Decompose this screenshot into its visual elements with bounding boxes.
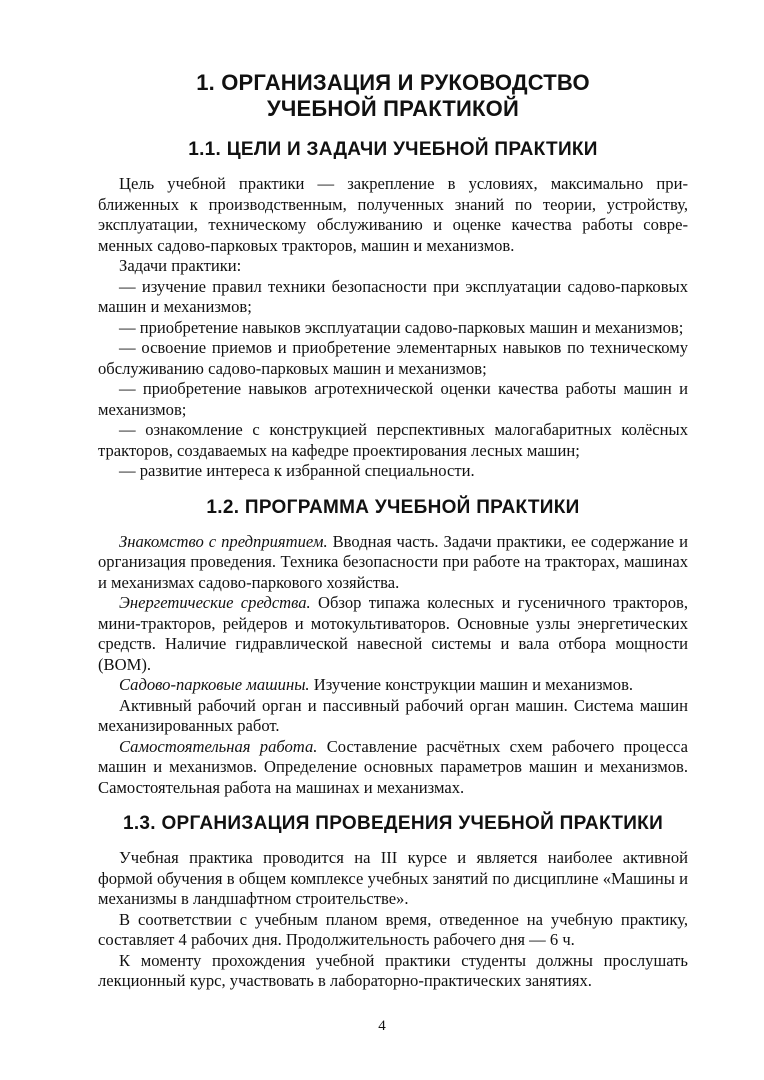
program-item-lead: Самостоятельная работа. [119, 736, 318, 756]
chapter-title-line-1: 1. ОРГАНИЗАЦИЯ И РУКОВОДСТВО [196, 70, 590, 95]
program-item-text: Обзор типажа колесных и гусеничного тракторов, мини-тракторов, рейдеров и мотокультиваторов. Основные узлы энергетических средств. Наличие гидравлической навесной системы и вала отбора мощности (ВОМ). [98, 593, 688, 674]
task-item: — изучение правил техники безопасности при эксплуатации садово-парковых машин и механизмов; [98, 276, 688, 316]
program-item-lead: Энергетические средства. [119, 593, 311, 612]
program-item-text: Активный рабочий орган и пассивный рабочий орган машин. Система машин механизированных работ. [98, 695, 688, 735]
section-3-paragraph: В соответствии с учебным планом время, отведенное на учебную практику, составляет 4 рабочих дня. Продолжительность рабочего дня — 6 ч. [98, 909, 688, 949]
program-item-text: Вводная часть. Задачи практики, ее содержание и организация проведения. Техника безопасности при работе на тракторах, машинах и механизмах садово-паркового хозяйства. [98, 531, 688, 592]
section-3-paragraph: К моменту прохождения учебной практики студенты должны прослушать лекционный курс, участвовать в лабораторно-практических занятиях. [98, 950, 688, 990]
task-item: — приобретение навыков агротехнической оценки качества работы машин и механизмов; [98, 379, 688, 419]
chapter-title [98, 70, 688, 122]
section-3-body [98, 848, 688, 992]
section-3-heading: 1.3. ОРГАНИЗАЦИЯ ПРОВЕДЕНИЯ УЧЕБНОЙ ПРАКТИКИ [122, 813, 664, 834]
section-1-heading: 1.1. ЦЕЛИ И ЗАДАЧИ УЧЕБНОЙ ПРАКТИКИ [188, 139, 598, 160]
program-item-text: Составление расчётных схем рабочего процесса машин и механизмов. Определение основных параметров машин и механизмов. Самостоятельная работа на машинах и механизмах. [98, 736, 688, 797]
program-item [98, 593, 688, 675]
program-item-lead: Садово-парковые машины. [119, 675, 310, 694]
task-item: — освоение приемов и приобретение элементарных навыков по техническому обслуживанию садово-парковых машин и механизмов; [98, 338, 688, 378]
page-content [98, 70, 688, 992]
section-1-intro: Цель учебной практики — закрепление в условиях, максимально приближенных к производственным, полученных знаний по теории, устройству, эксплуатации, техническому обслуживанию и оценке качества работы современных садово-парковых тракторов, машин и механизмов. [98, 174, 688, 255]
program-item [98, 737, 688, 799]
program-item [98, 532, 688, 594]
program-item [98, 675, 688, 696]
tasks-label: Задачи практики: [119, 256, 242, 275]
program-item-text: Изучение конструкции машин и механизмов. [309, 675, 634, 694]
section-2-body [98, 532, 688, 799]
chapter-title-line-2: УЧЕБНОЙ ПРАКТИКОЙ [267, 96, 519, 121]
task-item: — развитие интереса к избранной специальности. [119, 461, 475, 480]
task-item: — ознакомление с конструкцией перспективных малогабаритных колёсных тракторов, создаваемых на кафедре проектирования лесных машин; [98, 420, 688, 460]
section-1-body [98, 174, 688, 482]
program-item-lead: Знакомство с предприятием. [119, 531, 328, 551]
program-item [98, 696, 688, 737]
page-number: 4 [378, 1018, 386, 1034]
task-item: — приобретение навыков эксплуатации садово-парковых машин и механизмов; [119, 317, 684, 337]
section-2-heading: 1.2. ПРОГРАММА УЧЕБНОЙ ПРАКТИКИ [206, 496, 580, 518]
section-3-paragraph: Учебная практика проводится на III курсе и является наиболее активной формой обучения в общем комплексе учебных занятий по дисциплине «Машины и механизмы в ландшафтном строительстве». [98, 848, 688, 908]
